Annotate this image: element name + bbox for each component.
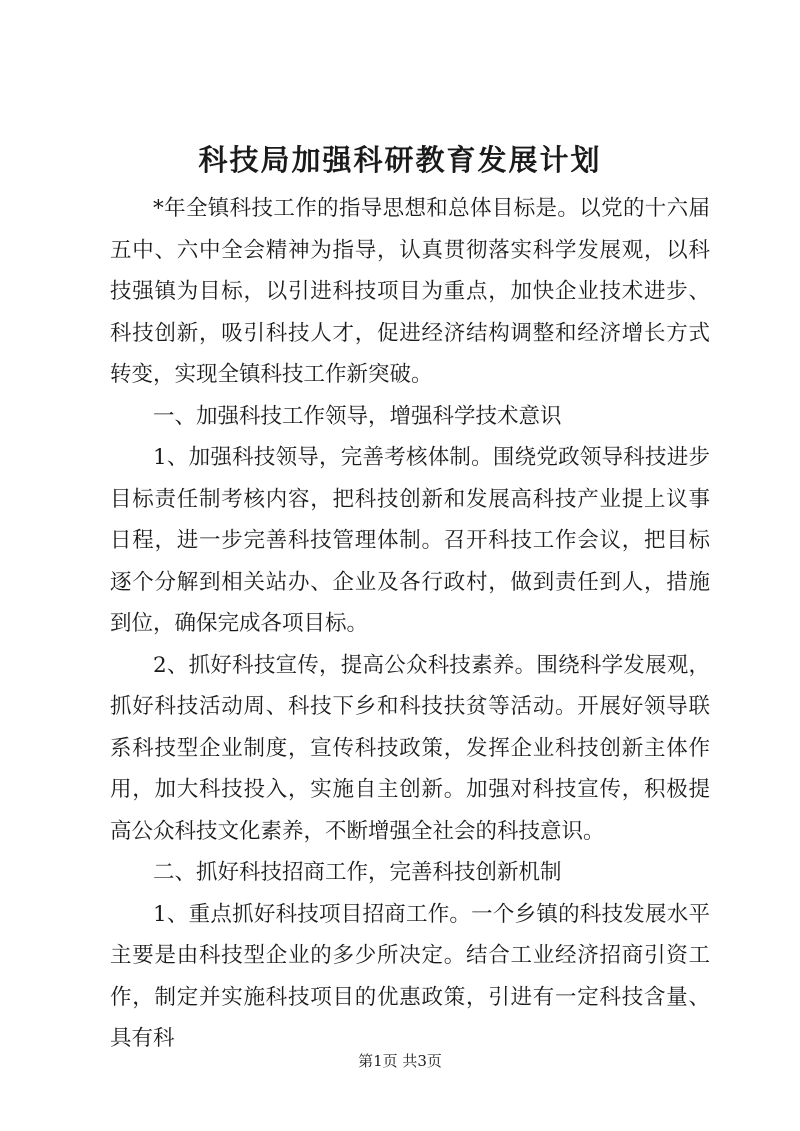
section-heading-2: 二、抓好科技招商工作，完善科技创新机制	[153, 860, 562, 885]
document-title: 科技局加强科研教育发展计划	[198, 143, 602, 177]
section-heading-1: 一、加强科技工作领导，增强科学技术意识	[153, 403, 562, 429]
paragraph-1-2: 2、抓好科技宣传，提高公众科技素养。围绕科学发展观，抓好科技活动周、科技下乡和科技扶贫等活动。开展好领导联系科技型企业制度，宣传科技政策，发挥企业科技创新主体作用，加大科技投入，实施自主创新。加强对科技宣传，积极提高公众科技文化素养，不断增强全社会的科技意识。	[110, 652, 710, 844]
paragraph-2-1: 1、重点抓好科技项目招商工作。一个乡镇的科技发展水平主要是由科技型企业的多少所决定。结合工业经济招商引资工作，制定并实施科技项目的优惠政策，引进有一定科技含量、具有科	[110, 901, 710, 1051]
page-number-footer: 第1页 共3页	[358, 1052, 442, 1070]
paragraph-1-1: 1、加强科技领导，完善考核体制。围绕党政领导科技进步目标责任制考核内容，把科技创新和发展高科技产业提上议事日程，进一步完善科技管理体制。召开科技工作会议，把目标逐个分解到相关站办、企业及各行政村，做到责任到人，措施到位，确保完成各项目标。	[110, 445, 710, 636]
document-body	[110, 188, 710, 1060]
paragraph-intro: *年全镇科技工作的指导思想和总体目标是。以党的十六届五中、六中全会精神为指导，认真贯彻落实科学发展观，以科技强镇为目标，以引进科技项目为重点，加快企业技术进步、科技创新，吸引科技人才，促进经济结构调整和经济增长方式转变，实现全镇科技工作新突破。	[110, 196, 710, 387]
